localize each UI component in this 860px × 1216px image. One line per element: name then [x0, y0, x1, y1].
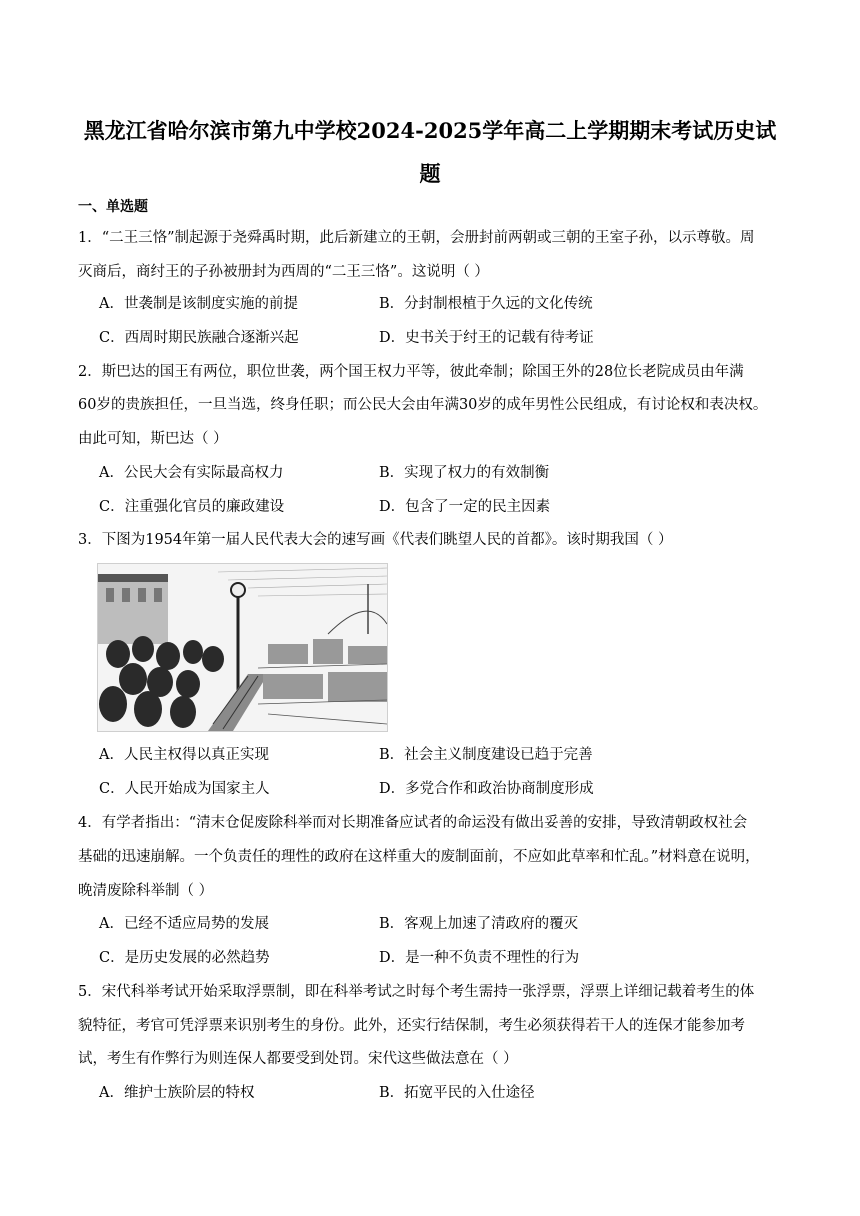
question-5-line-2: 貌特征，考官可凭浮票来识别考生的身份。此外，还实行结保制，考生必须获得若干人的连保才能参加考: [78, 1018, 745, 1034]
section-heading: 一、单选题: [78, 199, 148, 215]
question-3-option-a: A．人民主权得以真正实现: [99, 747, 269, 763]
document-title-continued: 题: [419, 161, 441, 186]
question-1-option-d: D．史书关于纣王的记载有待考证: [379, 330, 594, 346]
question-4-line-3: 晚清废除科举制（ ）: [78, 883, 214, 899]
question-2-line-2: 60岁的贵族担任，一旦当选，终身任职；而公民大会由年满30岁的成年男性公民组成，有讨论权和表决权。: [78, 397, 768, 413]
question-5-line-3: 试，考生有作弊行为则连保人都要受到处罚。宋代这些做法意在（ ）: [78, 1051, 518, 1067]
question-4-option-c: C．是历史发展的必然趋势: [99, 950, 270, 966]
sketch-illustration: [97, 563, 388, 732]
question-1-line-1: 1．“二王三恪”制起源于尧舜禹时期，此后新建立的王朝，会册封前两朝或三朝的王室子孙，以示尊敬。周: [78, 230, 755, 246]
question-1-option-c: C．西周时期民族融合逐渐兴起: [99, 330, 299, 346]
question-4-line-2: 基础的迅速崩解。一个负责任的理性的政府在这样重大的废制面前，不应如此草率和忙乱。”材料意在说明，: [78, 849, 760, 865]
question-2-line-1: 2．斯巴达的国王有两位，职位世袭，两个国王权力平等，彼此牵制；除国王外的28位长老院成员由年满: [78, 364, 744, 380]
question-1-line-2: 灭商后，商纣王的子孙被册封为西周的“二王三恪”。这说明（ ）: [78, 264, 489, 280]
question-1-option-a: A．世袭制是该制度实施的前提: [99, 296, 298, 312]
question-3-line-1: 3．下图为1954年第一届人民代表大会的速写画《代表们眺望人民的首都》。该时期我国（ ）: [78, 532, 673, 548]
question-3-option-c: C．人民开始成为国家主人: [99, 781, 270, 797]
question-5-line-1: 5．宋代科举考试开始采取浮票制，即在科举考试之时每个考生需持一张浮票，浮票上详细记载着考生的体: [78, 984, 755, 1000]
question-5-option-b: B．拓宽平民的入仕途径: [379, 1085, 535, 1101]
question-4-option-b: B．客观上加速了清政府的覆灭: [379, 916, 579, 932]
question-2-line-3: 由此可知，斯巴达（ ）: [78, 431, 228, 447]
question-4-option-d: D．是一种不负责不理性的行为: [379, 950, 580, 966]
question-5-option-a: A．维护士族阶层的特权: [99, 1085, 255, 1101]
question-1-option-b: B．分封制根植于久远的文化传统: [379, 296, 593, 312]
question-3-option-b: B．社会主义制度建设已趋于完善: [379, 747, 593, 763]
question-4-line-1: 4．有学者指出：“清末仓促废除科举而对长期准备应试者的命运没有做出妥善的安排，导致清朝政权社会: [78, 815, 748, 831]
question-4-option-a: A．已经不适应局势的发展: [99, 916, 269, 932]
question-2-option-d: D．包含了一定的民主因素: [379, 499, 551, 515]
document-title: 黑龙江省哈尔滨市第九中学校2024-2025学年高二上学期期末考试历史试: [83, 118, 777, 143]
question-2-option-a: A．公民大会有实际最高权力: [99, 465, 284, 481]
question-3-option-d: D．多党合作和政治协商制度形成: [379, 781, 594, 797]
question-2-option-c: C．注重强化官员的廉政建设: [99, 499, 285, 515]
question-2-option-b: B．实现了权力的有效制衡: [379, 465, 550, 481]
